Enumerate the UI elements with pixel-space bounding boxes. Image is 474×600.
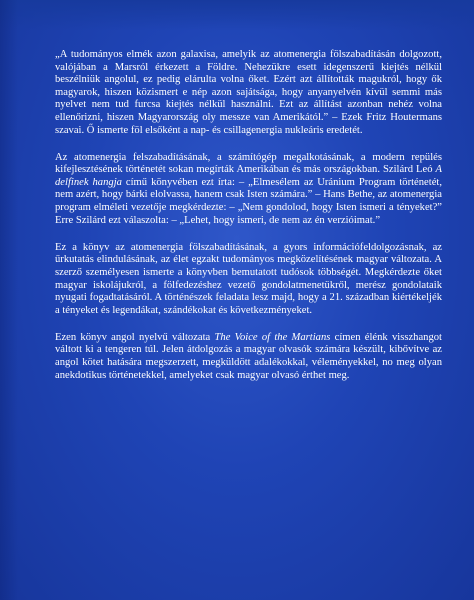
text: Ezen könyv angol nyelvű változata (55, 331, 215, 343)
text: Ez a könyv az atomenergia fölszabadításának, a gyors információfeldolgozásnak, az űrkutatás elindulásának, az élet egzakt tudományos megközelítésének magyar változata. A szerző személyesen ismerte a könyvben bemutatott tudósok többségét. Megkérdezte őket magyar iskolájukról, a fölfedezéshez vezető gondolatmenetükről, merész gondolataik nyugati fogadtatásáról. A történészek feladata lesz majd, hogy a 21. században kiértékeljék a tényeket és legendákat, szándékokat és következményeket. (55, 241, 442, 316)
paragraph-english-version (55, 332, 442, 382)
paragraph-book-summary (55, 242, 442, 318)
book-title-martians: The Voice of the Martians (214, 331, 331, 343)
text: Az atomenergia felszabadításának, a számítógép megalkotásának, a modern repülés kifejlesztésének történetét sokan megírták Amerikában és más országokban. Szilárd Leó (55, 151, 442, 176)
text: című könyvében ezt írta: – „Elmesélem az Uránium Program történetét, nem azért, hogy bárki elolvassa, hanem csak Isten számára.” – Hans Bethe, az atomenergia program elméleti vezetője megkérdezte: – „Nem gondolod, hogy Isten ismeri a tényeket?” Erre Szilárd ezt válaszolta: – „Lehet, hogy ismeri, de nem az én verzióimat.” (55, 176, 442, 226)
paragraph-houtermans-quote (55, 49, 442, 137)
paragraph-szilard (55, 152, 442, 228)
text: címen élénk visszhangot váltott ki a tengeren túl. Jelen átdolgozás a magyar olvasók számára készült, kibővítve az angol kötet hatására megszerzett, megküldött adalékokkal, véleményekkel, no meg olyan anekdotikus történetekkel, amelyeket csak magyar olvasó érthet meg. (55, 331, 442, 381)
text: „A tudományos elmék azon galaxisa, amelyik az atomenergia fölszabadításán dolgozott, valójában a Marsról érkezett a Földre. Nehezükre esett idegenszerű kiejtés nélkül beszélniük angolul, ez pedig elárulta volna őket. Ezért azt állították magukról, hogy ők magyarok, hiszen közismert e nép azon sajátsága, hogy anyanyelvén kívül semmi más nyelvet nem tud furcsa kiejtés nélkül használni. Ezt az állítást azonban nehéz volna ellenőrizni, hiszen Magyarország oly messze van Amerikától.” – Ezek Fritz Houtermans szavai. Ő ismerte föl elsőként a nap- és csillagenergia nukleáris eredetét. (55, 49, 442, 136)
book-title-delfinek: A delfinek hangja (55, 164, 442, 188)
top-shade (0, 0, 474, 30)
spine-shade (0, 0, 18, 600)
